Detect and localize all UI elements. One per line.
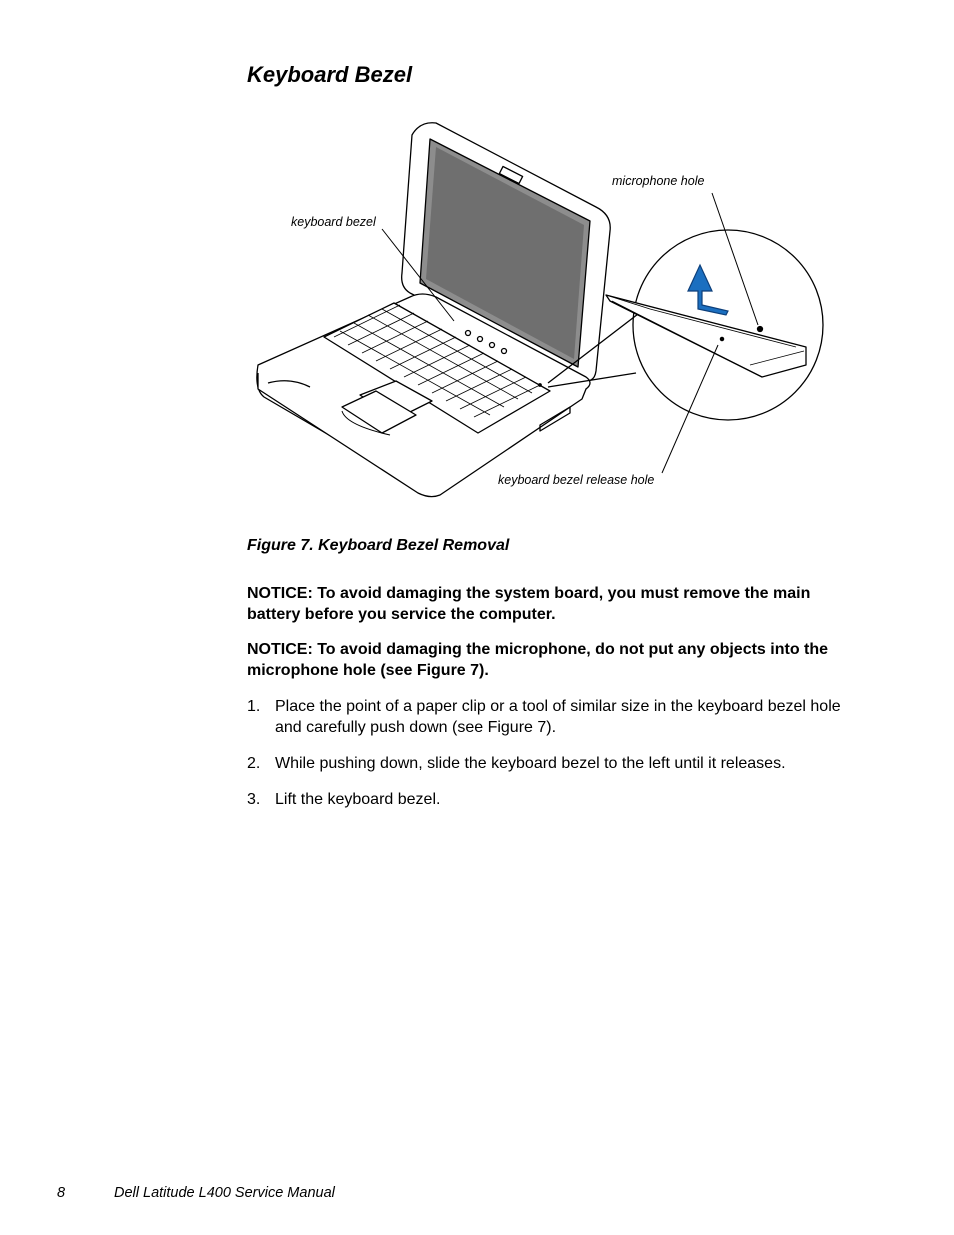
callout-keyboard-bezel: keyboard bezel — [291, 215, 376, 229]
figure-caption: Figure 7. Keyboard Bezel Removal — [247, 537, 510, 554]
notice-system-board: NOTICE: To avoid damaging the system board, you must remove the main battery before you service the computer. — [247, 585, 811, 623]
step-text: While pushing down, slide the keyboard bezel to the left until it releases. — [275, 755, 786, 772]
step-list — [247, 696, 847, 825]
section-title: Keyboard Bezel — [247, 62, 413, 87]
laptop-illustration — [250, 115, 830, 500]
step-item — [247, 789, 847, 810]
page-number: 8 — [57, 1185, 66, 1201]
step-item — [247, 753, 847, 774]
callout-release-hole: keyboard bezel release hole — [498, 473, 655, 487]
notice-microphone: NOTICE: To avoid damaging the microphone, do not put any objects into the microphone hole (see Figure 7). — [247, 641, 829, 679]
step-item — [247, 696, 847, 738]
step-number: 1. — [247, 698, 261, 715]
keyboard-bezel-figure — [250, 115, 830, 500]
step-text: Place the point of a paper clip or a tool of similar size in the keyboard bezel hole and carefully push down (see Figure 7). — [275, 698, 841, 736]
step-number: 3. — [247, 791, 261, 808]
manual-title: Dell Latitude L400 Service Manual — [114, 1185, 335, 1201]
step-text: Lift the keyboard bezel. — [275, 791, 441, 808]
step-number: 2. — [247, 755, 261, 772]
callout-microphone-hole: microphone hole — [612, 174, 705, 188]
